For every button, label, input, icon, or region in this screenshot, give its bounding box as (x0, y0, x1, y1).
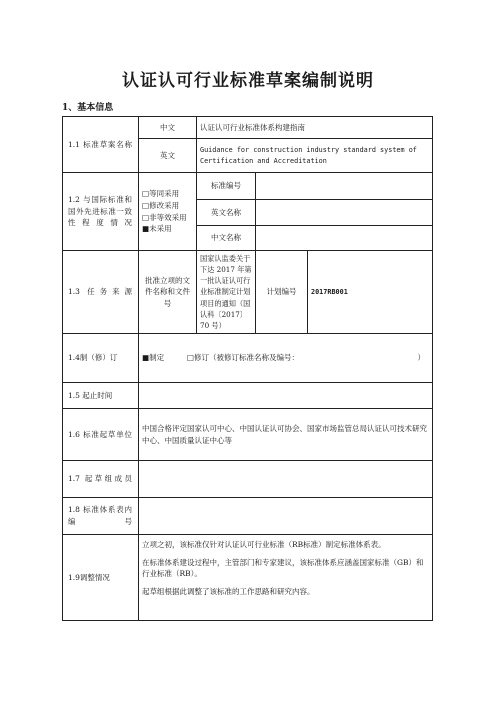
label-task-source: 1.3 任务来源 (63, 251, 139, 334)
option-modified[interactable]: □修改采用 (142, 200, 180, 210)
label-adjustment: 1.9调整情况 (63, 535, 139, 621)
value-plan-number: 2017RB001 (308, 251, 433, 334)
value-english-title (256, 200, 433, 226)
value-adjustment (139, 535, 433, 621)
value-chinese-title (256, 226, 433, 251)
consistency-options (139, 173, 197, 251)
key-standard-number: 标准编号 (197, 173, 256, 200)
value-standard-number (256, 173, 433, 200)
adjustment-paragraph-2: 在标准体系建设过程中，主管部门和专家建议，该标准体系应涵盖国家标准（GB）和行业标准（RB）。 (142, 557, 424, 579)
value-drafting-members (139, 461, 433, 498)
key-english: 英文 (139, 139, 197, 173)
option-non-equivalent[interactable]: □非等效采用 (142, 212, 187, 222)
label-start-end-time: 1.5 起止时间 (63, 383, 139, 409)
value-chinese-name: 认证认可行业标准体系构建指南 (197, 117, 433, 139)
label-consistency: 1.2 与国际标准和国外先进标准一致性程度情况 (63, 173, 139, 251)
document-title: 认证认可行业标准草案编制说明 (122, 71, 374, 91)
label-revision: 1.4制（修）订 (63, 334, 139, 383)
key-plan-number: 计划编号 (256, 251, 308, 334)
value-drafting-org: 中国合格评定国家认可中心、中国认证认可协会、国家市场监管总局认证认可技术研究中心、中国质量认证中心等 (139, 409, 433, 461)
label-drafting-org: 1.6 标准起草单位 (63, 409, 139, 461)
label-standard-name: 1.1 标准草案名称 (63, 117, 139, 173)
value-system-number (139, 498, 433, 535)
option-revise[interactable]: □修订（被修订标准名称及编号： (186, 353, 299, 363)
section-heading: 1、基本信息 (62, 103, 114, 113)
revise-close-paren: ） (417, 353, 426, 363)
label-system-number: 1.8 标准体系表内编号 (63, 498, 139, 535)
option-formulate[interactable]: ■制定 (142, 353, 165, 363)
revision-options (139, 334, 433, 383)
adjustment-paragraph-3: 起草组根据此调整了该标准的工作思路和研究内容。 (142, 586, 315, 596)
key-english-title: 英文名称 (197, 200, 256, 226)
option-identical[interactable]: □等同采用 (142, 189, 180, 199)
key-approval-doc: 批准立项的文件名称和文件号 (139, 251, 197, 334)
value-start-end-time (139, 383, 433, 409)
value-approval-doc: 国家认监委关于下达 2017 年第一批认证认可行业标准制定计划项目的通知（国认科〔2017〕70 号） (197, 251, 256, 334)
key-chinese: 中文 (139, 117, 197, 139)
value-english-name: Guidance for construction industry standard system of Certification and Accreditation (197, 139, 433, 173)
basic-info-table (62, 116, 433, 621)
key-chinese-title: 中文名称 (197, 226, 256, 251)
label-drafting-members: 1.7 起草组成员 (63, 461, 139, 498)
adjustment-paragraph-1: 立项之初，该标准仅针对认证认可行业标准（RB标准）制定标准体系表。 (142, 540, 386, 550)
option-not-adopted[interactable]: ■未采用 (142, 224, 172, 234)
